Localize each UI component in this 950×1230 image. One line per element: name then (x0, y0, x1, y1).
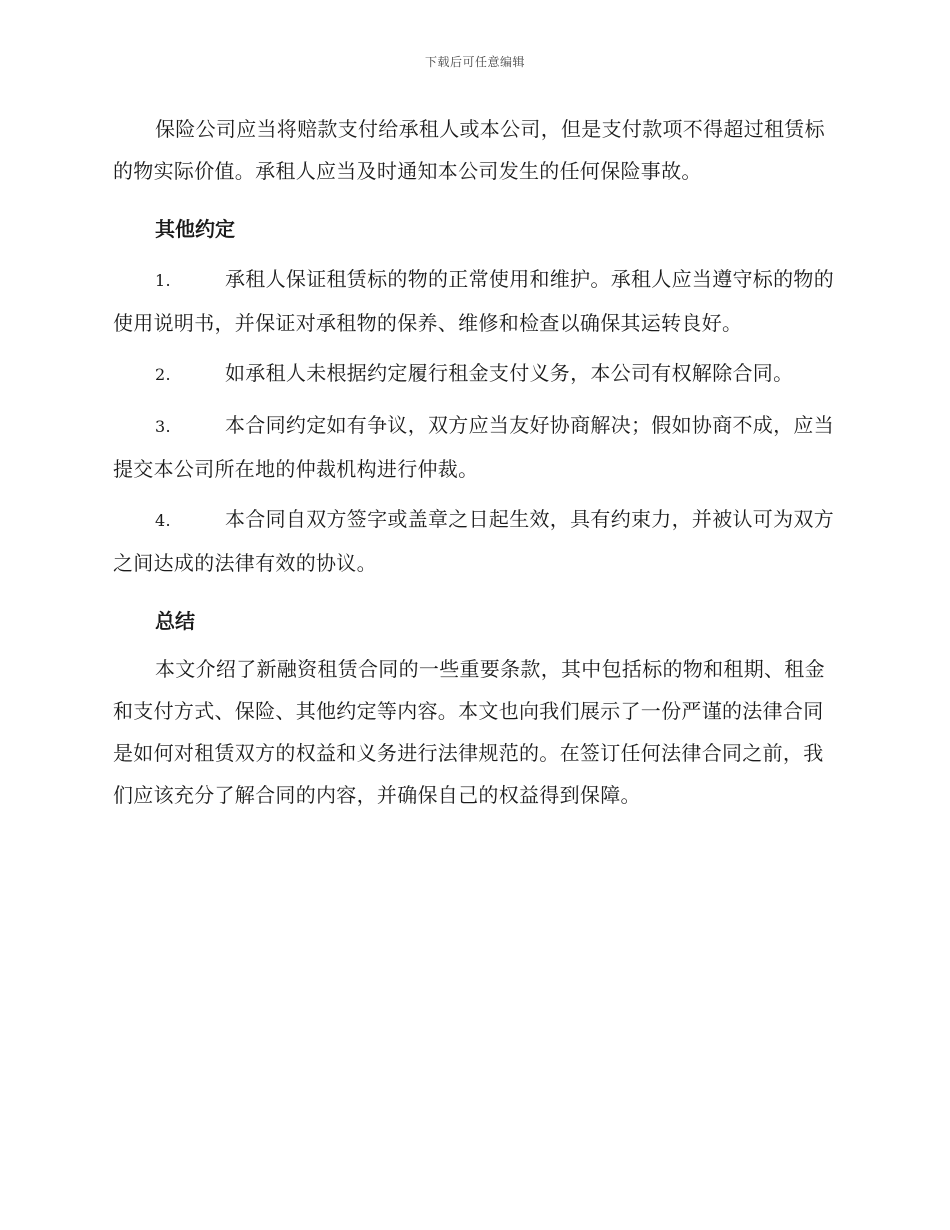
list-item-number: 2. (155, 365, 171, 384)
list-item-text: 本合同约定如有争议，双方应当友好协商解决；假如协商不成，应当提交本公司所在地的仲裁机构进行仲裁。 (113, 413, 834, 481)
summary-paragraph: 本文介绍了新融资租赁合同的一些重要条款，其中包括标的物和租期、租金和支付方式、保险、其他约定等内容。本文也向我们展示了一份严谨的法律合同是如何对租赁双方的权益和义务进行法律规范的。在签订任何法律合同之前，我们应该充分了解合同的内容，并确保自己的权益得到保障。 (113, 657, 825, 807)
list-item (113, 498, 837, 584)
list-item-number: 3. (155, 417, 171, 436)
list-item-number: 1. (155, 271, 171, 290)
list-item (113, 258, 837, 344)
list-item (113, 404, 837, 490)
list-item-text: 承租人保证租赁标的物的正常使用和维护。承租人应当遵守标的物的使用说明书，并保证对承租物的保养、维修和检查以确保其运转良好。 (113, 267, 834, 335)
document-body (113, 108, 837, 816)
list-item-text: 如承租人未根据约定履行租金支付义务，本公司有权解除合同。 (225, 361, 794, 385)
list-item-text: 本合同自双方签字或盖章之日起生效，具有约束力，并被认可为双方之间达成的法律有效的协议。 (113, 507, 834, 575)
section-heading-other-terms: 其他约定 (155, 217, 235, 241)
list-item-number: 4. (155, 511, 171, 530)
section-heading-summary: 总结 (155, 609, 195, 633)
page-header: 下载后可任意编辑 (424, 55, 525, 69)
intro-paragraph: 保险公司应当将赔款支付给承租人或本公司，但是支付款项不得超过租赁标的物实际价值。承租人应当及时通知本公司发生的任何保险事故。 (113, 117, 825, 183)
list-item (113, 352, 837, 396)
